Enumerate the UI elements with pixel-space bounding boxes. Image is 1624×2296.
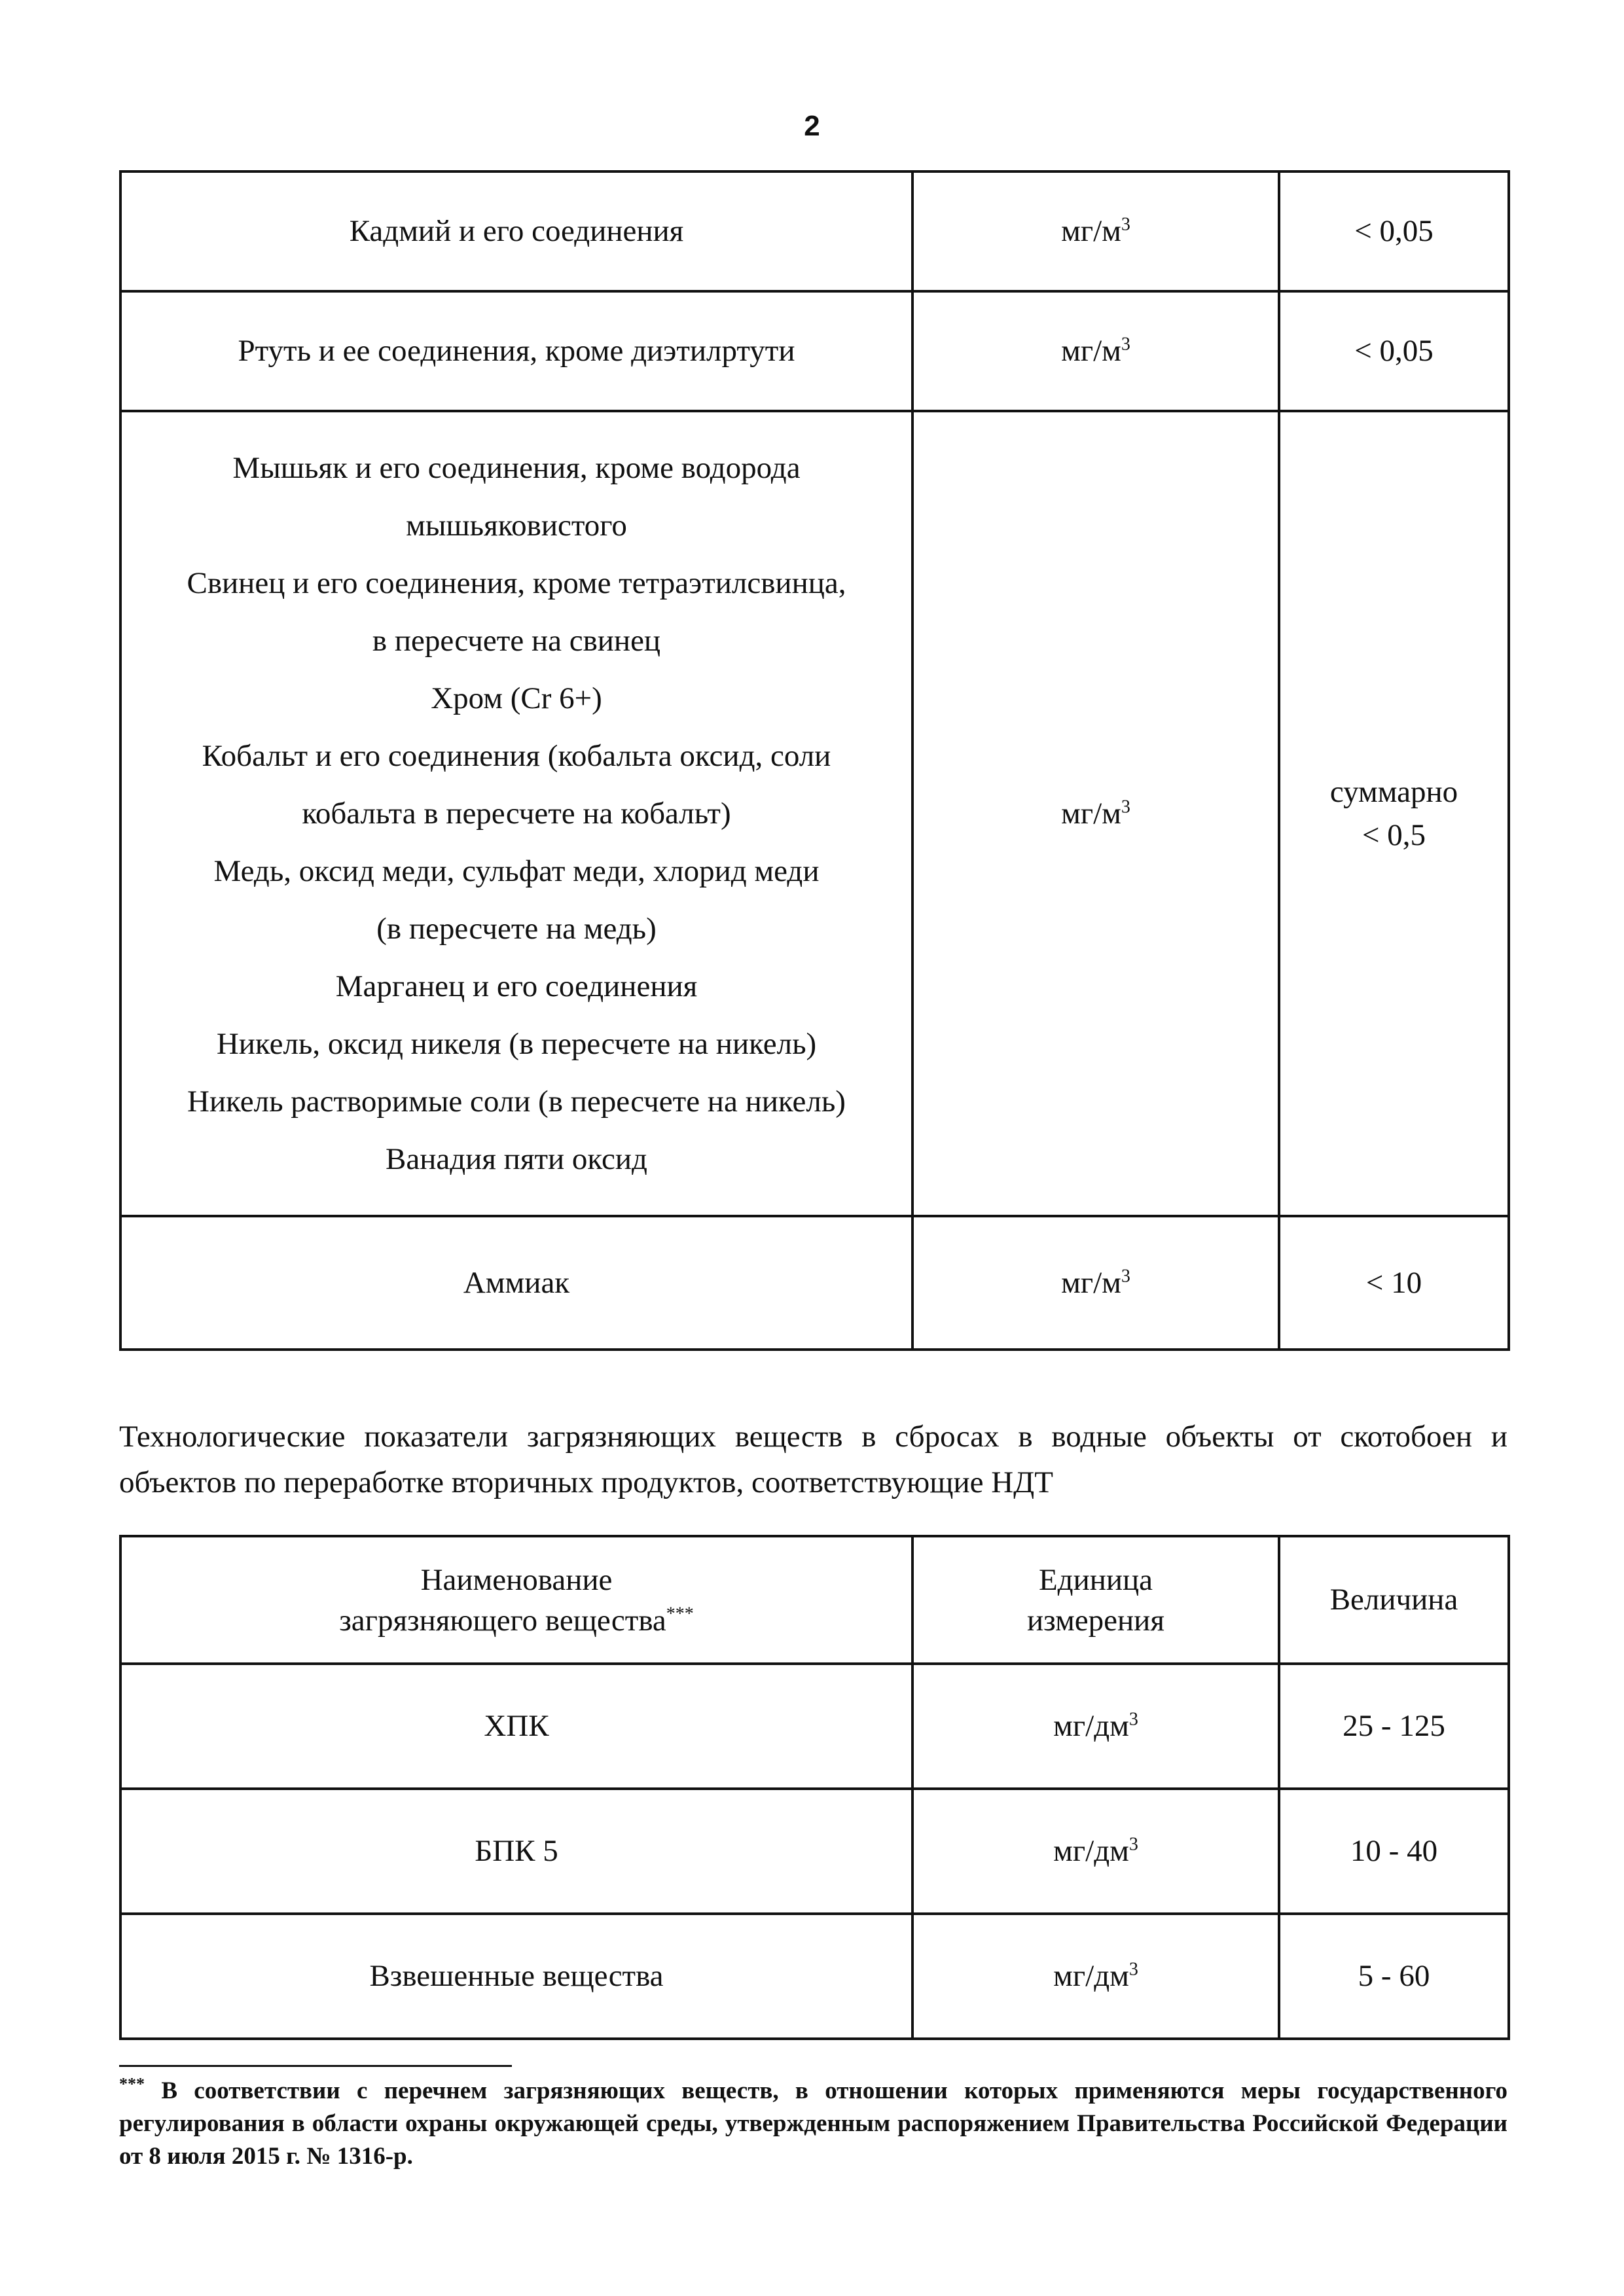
table-header-row: [120, 1536, 1509, 1664]
value-label: суммарно: [1329, 775, 1458, 809]
value-cell: [1279, 411, 1509, 1216]
substance-line: Свинец и его соединения, кроме тетраэтилсвинца,: [187, 566, 846, 600]
header-name-line2: [132, 1600, 901, 1641]
unit-text: мг/дм: [1053, 1959, 1129, 1994]
header-name-cell: [120, 1536, 912, 1664]
substance-list-cell: [120, 411, 912, 1216]
table-row: [120, 171, 1509, 291]
value-cell: < 0,05: [1279, 171, 1509, 291]
value-cell: 25 - 125: [1279, 1664, 1509, 1789]
emissions-table: [119, 170, 1510, 1351]
substance-line: Мышьяк и его соединения, кроме водорода: [232, 451, 801, 485]
unit-text: мг/м: [1061, 1265, 1121, 1300]
table-row: [120, 1789, 1509, 1914]
footnote: [119, 2075, 1507, 2173]
table-row: [120, 1664, 1509, 1789]
value-cell: 10 - 40: [1279, 1789, 1509, 1914]
substance-line: Ванадия пяти оксид: [386, 1142, 647, 1176]
substance-line: Никель, оксид никеля (в пересчете на никель): [216, 1027, 817, 1061]
unit-text: мг/м: [1061, 796, 1121, 831]
discharge-table: [119, 1535, 1510, 2040]
unit-exponent: 3: [1128, 1959, 1138, 1980]
unit-exponent: 3: [1121, 1266, 1130, 1287]
substance-cell: Взвешенные вещества: [120, 1914, 912, 2039]
substance-line: кобальта в пересчете на кобальт): [302, 797, 731, 831]
substance-cell: Ртуть и ее соединения, кроме диэтилртути: [120, 291, 912, 411]
value-cell: < 10: [1279, 1216, 1509, 1350]
substance-cell: Аммиак: [120, 1216, 912, 1350]
table-row: [120, 1216, 1509, 1350]
unit-cell: [912, 1789, 1279, 1914]
unit-exponent: 3: [1121, 797, 1130, 817]
unit-exponent: 3: [1128, 1834, 1138, 1855]
substance-line: Никель растворимые соли (в пересчете на никель): [187, 1085, 846, 1119]
substance-cell: Кадмий и его соединения: [120, 171, 912, 291]
unit-exponent: 3: [1121, 334, 1130, 355]
substance-line: Кобальт и его соединения (кобальта оксид, соли: [202, 739, 831, 773]
footnote-text: В соответствии с перечнем загрязняющих веществ, в отношении которых применяются меры государственного регулирования в области охраны окружающей среды, утвержденным распоряжением Правительства Российской Федерации от 8 июля 2015 г. № 1316-р.: [119, 2077, 1507, 2170]
value-amount: < 0,5: [1362, 818, 1426, 852]
substance-line: в пересчете на свинец: [372, 624, 661, 658]
unit-cell: [912, 171, 1279, 291]
substance-line: Хром (Cr 6+): [431, 681, 602, 715]
substance-line: Медь, оксид меди, сульфат меди, хлорид меди: [213, 854, 820, 888]
header-value-cell: Величина: [1279, 1536, 1509, 1664]
value-cell: 5 - 60: [1279, 1914, 1509, 2039]
unit-text: мг/дм: [1053, 1709, 1129, 1744]
unit-text: мг/м: [1061, 214, 1121, 249]
value-cell: < 0,05: [1279, 291, 1509, 411]
table-row-group: [120, 411, 1509, 1216]
unit-cell: [912, 1216, 1279, 1350]
substance-line: мышьяковистого: [406, 509, 627, 543]
substance-line: (в пересчете на медь): [376, 912, 657, 946]
header-unit-cell: [912, 1536, 1279, 1664]
table-row: [120, 291, 1509, 411]
header-unit-line1: Единица: [1038, 1562, 1153, 1597]
unit-text: мг/дм: [1053, 1834, 1129, 1869]
unit-exponent: 3: [1128, 1709, 1138, 1730]
page-number: 2: [804, 110, 820, 142]
unit-text: мг/м: [1061, 334, 1121, 368]
header-name-line1: Наименование: [420, 1562, 613, 1597]
unit-cell: [912, 1664, 1279, 1789]
footnote-mark: ***: [119, 2074, 145, 2094]
table-row: [120, 1914, 1509, 2039]
unit-cell: [912, 411, 1279, 1216]
header-unit-line2: измерения: [1027, 1603, 1164, 1638]
substance-line: Марганец и его соединения: [335, 969, 698, 1003]
unit-exponent: 3: [1121, 214, 1130, 235]
unit-cell: [912, 1914, 1279, 2039]
section-intro-text: Технологические показатели загрязняющих веществ в сбросах в водные объекты от скотобоен и объектов по переработке вторичных продуктов, соответствующие НДТ: [119, 1420, 1507, 1499]
footnote-reference-mark: ***: [666, 1603, 694, 1624]
header-name-text: загрязняющего вещества: [339, 1603, 666, 1638]
footnote-divider: [119, 2065, 512, 2067]
substance-cell: БПК 5: [120, 1789, 912, 1914]
unit-cell: [912, 291, 1279, 411]
substance-cell: ХПК: [120, 1664, 912, 1789]
